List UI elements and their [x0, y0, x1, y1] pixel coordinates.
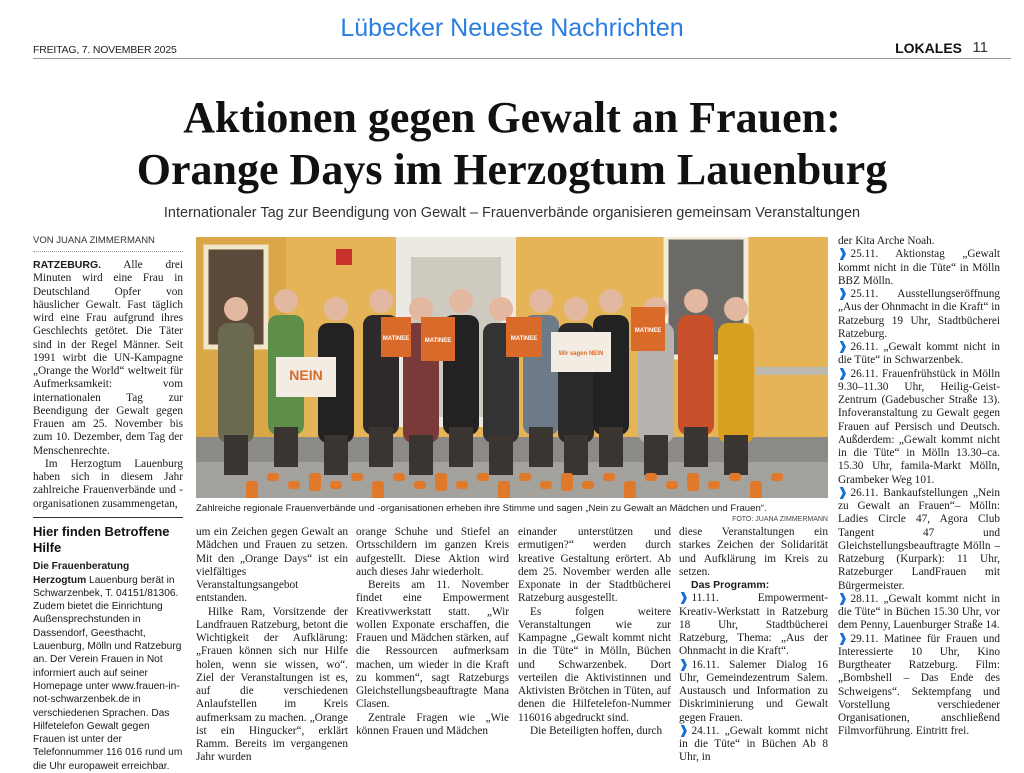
chevron-right-icon: ❱	[838, 592, 848, 605]
program-item-text: 16.11. Salemer Dialog 16 Uhr, Gemeindezentrum Salem. Austausch und Information zu Diskriminierung und Gewalt gegen Frauen.	[679, 658, 828, 724]
main-article-area	[196, 237, 828, 765]
program-item	[838, 341, 1000, 368]
paragraph: diese Veranstaltungen ein starkes Zeichen der Solidarität und Aufklärung im Kreis zu setzen.	[679, 526, 828, 578]
paragraph: Zentrale Fragen wie „Wie können Frauen und Mädchen	[356, 711, 509, 737]
person-head	[274, 289, 298, 313]
orange-shoe	[750, 481, 762, 498]
sign-text: MATINEE	[382, 336, 410, 342]
chevron-right-icon: ❱	[679, 592, 689, 605]
orange-shoe	[351, 473, 363, 481]
person-legs	[529, 427, 553, 467]
chevron-right-icon: ❱	[838, 248, 848, 261]
paragraph: Es folgen weitere Veranstaltungen wie zur Kampagne „Gewalt kommt nicht in die Tüte“ in Mölln, Büchen und Schwarzenbek. Dort verteilen die Aktivistinnen und Aktivisten Brötchen in Tüten, auf denen die Hilfetelefon-Nummer 116016 abgedruckt sind.	[518, 605, 671, 724]
byline: VON JUANA ZIMMERMANN	[33, 235, 183, 252]
program-item-text: 24.11. „Gewalt kommt nicht in die Tüte“ in Büchen Ab 8 Uhr, in	[679, 724, 828, 764]
orange-shoe	[330, 481, 342, 489]
subtitle: Internationaler Tag zur Beendigung von Gewalt – Frauenverbände organisieren gemeinsam Veranstaltungen	[163, 205, 861, 221]
person-head	[324, 297, 348, 321]
program-item	[838, 288, 1000, 341]
person-legs	[489, 435, 513, 475]
orange-shoe	[414, 481, 426, 489]
paragraph: Die Beteiligten hoffen, durch	[530, 724, 663, 737]
person-legs	[599, 427, 623, 467]
program-item	[838, 248, 1000, 288]
sign-text: MATINEE	[424, 338, 452, 344]
person-legs	[224, 435, 248, 475]
person-legs	[644, 435, 668, 475]
page-number: 11	[972, 39, 988, 56]
program-item	[838, 368, 1000, 487]
person-legs	[564, 435, 588, 475]
orange-shoe	[561, 473, 573, 491]
person-head	[224, 297, 248, 321]
program-item	[838, 487, 1000, 593]
headline-line-1: Aktionen gegen Gewalt an Frauen:	[183, 93, 841, 142]
person-head	[599, 289, 623, 313]
orange-shoe	[708, 481, 720, 489]
orange-shoe	[666, 481, 678, 489]
orange-shoe	[372, 481, 384, 498]
paragraph: orange Schuhe und Stiefel an Ortsschildern im ganzen Kreis aufgestellt. Diese Aktion wird auch dieses Jahr wiederholt.	[356, 526, 509, 578]
group-photo	[196, 237, 828, 498]
issue-date: FREITAG, 7. NOVEMBER 2025	[33, 44, 177, 56]
person	[678, 315, 714, 435]
orange-shoe	[645, 473, 657, 481]
program-heading: Das Programm:	[691, 579, 770, 591]
headline	[0, 92, 1024, 196]
person-legs	[409, 435, 433, 475]
orange-shoe	[435, 473, 447, 491]
chevron-right-icon: ❱	[679, 658, 689, 671]
person-legs	[724, 435, 748, 475]
chevron-right-icon: ❱	[838, 341, 848, 353]
person-legs	[449, 427, 473, 467]
chevron-right-icon: ❱	[838, 632, 848, 645]
chevron-right-icon: ❱	[838, 486, 848, 499]
orange-shoe	[288, 481, 300, 489]
person-head	[529, 289, 553, 313]
orange-shoe	[603, 473, 615, 481]
article-column-2	[356, 526, 509, 765]
person-legs	[684, 427, 708, 467]
program-item-text: 26.11. Bankaufstellungen „Nein zu Gewalt an Frauen“– Mölln: Ladies Circle 47, Agora Club Tangent 47 und Gleichstellungsbeauftragte Mölln – Ratzeburg (Kurpark): 11 Uhr, Ratzeburger LandFrauen mit Bürgermeister.	[838, 486, 1000, 592]
program-item-text: 26.11. „Gewalt kommt nicht in die Tüte“ in Schwarzenbek.	[838, 341, 1000, 367]
orange-shoe	[477, 473, 489, 481]
program-item-text: 26.11. Frauenfrühstück in Mölln 9.30–11.30 Uhr, Heilig-Geist-Zentrum (Gadebuscher Straße 13). Infoveranstaltung zu Gewalt gegen Frauen auf Persisch und Deutsch. Außderdem: „Gewalt kommt nicht in die Tüte“ in Mölln 13.30–ca. 15.30 Uhr, famila-Markt Mölln, Grambeker Weg 101.	[838, 367, 1000, 486]
sign-text: MATINEE	[634, 328, 662, 334]
orange-shoe	[540, 481, 552, 489]
orange-shoe	[624, 481, 636, 498]
article-column-4	[679, 526, 828, 765]
infobox-body: Lauenburg berät in Schwarzenbek, T. 04151/81306. Zudem bietet die Einrichtung Außensprechstunden in Dassendorf, Geesthacht, Lauenburg, Mölln und Ratzeburg an. Der Verein Frauen in Not informiert auch auf seiner Homepage unter www.frauen-in-not-schwarzenbek.de in verschiedenen Sprachen. Das Hilfetelefon Gewalt gegen Frauen ist unter der Telefonnummer 116 016 rund um die Uhr europaweit erreichbar.	[33, 574, 183, 772]
program-item	[838, 593, 1000, 633]
program-item-text: 25.11. Aktionstag „Gewalt kommt nicht in die Tüte“ in Mölln BBZ Mölln.	[838, 248, 1000, 287]
orange-shoe	[246, 481, 258, 498]
divider	[33, 517, 183, 519]
program-item-text: 25.11. Ausstellungseröffnung „Aus der Ohnmacht in die Kraft“ in Ratzeburg 19 Uhr, Stadtbücherei Ratzeburg.	[838, 288, 1000, 340]
paragraph: einander unterstützen und ermutigen?“ werden durch kreative Gestaltung erörtert. Ab dem 25. November werden alle Exponate in der Stadtbücherei Ratzeburg ausgestellt.	[518, 526, 671, 605]
orange-shoe	[687, 473, 699, 491]
person-head	[684, 289, 708, 313]
person	[218, 323, 254, 443]
orange-shoe	[519, 473, 531, 481]
person-legs	[274, 427, 298, 467]
program-item-text: 29.11. Matinee für Frauen und Interessierte 10 Uhr, Kino Burgtheater Ratzeburg. Film: „Bombshell – Das Ende des Schweigens“. Sektempfang und Vorstellung verschiedener Organisationen, anschließend Filmvorführung. Eintritt frei.	[838, 632, 1000, 738]
infobox-text	[33, 560, 183, 773]
paragraph: Alle drei Minuten wird eine Frau in Deutschland Opfer von häuslicher Gewalt. Fast täglich wird eine Frau aufgrund ihres Geschlechts getötet. Die Täter sind in der Regel Männer. Seit 1991 wirbt die UN-Kampagne „Orange the World“ weltweit für Aufmerksamkeit: vom internationalen Tag zur Beendigung der Gewalt gegen Frauen am 25. November bis zum 10. Dezember, dem Tag der Menschenrechte.	[33, 259, 184, 457]
person-head	[369, 289, 393, 313]
program-continuation: der Kita Arche Noah.	[838, 235, 935, 247]
chevron-right-icon: ❱	[838, 288, 848, 300]
left-column	[33, 235, 183, 773]
program-item	[838, 633, 1000, 739]
article-column-3	[518, 526, 671, 765]
paragraph: um ein Zeichen gegen Gewalt an Mädchen und Frauen zu setzen. Mit den „Orange Days“ ist ein vielfältiges Veranstaltungsangebot entstanden.	[196, 526, 348, 605]
infobox-title: Hier finden Betroffene Hilfe	[33, 524, 170, 556]
sign-text: MATINEE	[510, 336, 538, 342]
orange-shoe	[456, 481, 468, 489]
orange-shoe	[393, 473, 405, 481]
photo-credit: FOTO: JUANA ZIMMERMANN	[732, 516, 828, 523]
orange-shoe	[498, 481, 510, 498]
masthead: Lübecker Neueste Nachrichten	[340, 14, 684, 42]
program-item-text: 11.11. Empowerment-Kreativ-Werkstatt in Ratzeburg 18 Uhr, Stadtbücherei Ratzeburg, Thema: „Aus der Ohnmacht in die Kraft“.	[679, 592, 828, 658]
paragraph: Bereits am 11. November findet eine Empowerment Kreativwerkstatt statt. „Wir wollen Exponate erschaffen, die Frauen und Mädchen stärken, auf die Ressourcen aufmerksam machen, um wieder in die Kraft zu kommen“, sagt Ratzeburgs Gleichstellungsbeauftragte Mana Clasen.	[356, 579, 509, 711]
article-column-1	[196, 526, 348, 765]
person-legs	[324, 435, 348, 475]
chevron-right-icon: ❱	[679, 724, 689, 737]
orange-shoe	[729, 473, 741, 481]
program-item	[679, 592, 828, 658]
paragraph: Hilke Ram, Vorsitzende der Landfrauen Ratzeburg, betont die Wichtigkeit der Aufklärung: „Frauen können sich nur Hilfe holen, wenn sie wissen, wo“. Ziel der Veranstaltungen ist es, auf die verschiedenen Anlaufstellen im Kreis aufmerksam zu machen. „Orange ist ein Hingucker“, erklärt Ramm. Bereits im vergangenen Jahr wurden	[196, 605, 348, 764]
headline-line-2: Orange Days im Herzogtum Lauenburg	[136, 145, 888, 194]
program-item	[679, 659, 828, 725]
dateline: RATZEBURG.	[33, 259, 102, 271]
section-label: LOKALES	[895, 40, 962, 56]
article-column-left	[33, 259, 183, 511]
person-head	[449, 289, 473, 313]
orange-shoe	[582, 481, 594, 489]
person-legs	[369, 427, 393, 467]
orange-shoe	[771, 473, 783, 481]
person-head	[724, 297, 748, 321]
paragraph: Im Herzogtum Lauenburg haben sich in diesem Jahr zahlreiche Frauenverbände und -organisationen zusammengetan,	[33, 457, 183, 510]
program-column-right	[838, 235, 1000, 739]
orange-shoe	[267, 473, 279, 481]
header-rule	[33, 58, 1011, 59]
sign-text: Wir sagen NEIN	[558, 351, 604, 357]
orange-shoe	[309, 473, 321, 491]
chevron-right-icon: ❱	[838, 367, 848, 380]
person	[718, 323, 754, 443]
person-head	[564, 297, 588, 321]
article-columns	[196, 526, 828, 765]
sign-text: NEIN	[289, 367, 323, 383]
infobox-lead: Die Frauenberatung Herzogtum	[33, 561, 130, 586]
photo-caption: Zahlreiche regionale Frauenverbände und -organisationen erheben ihre Stimme und sagen „Nein zu Gewalt an Mädchen und Frauen“.	[196, 503, 767, 514]
program-item-text: 28.11. „Gewalt kommt nicht in die Tüte“ in Büchen 15.30 Uhr, vor dem Penny, Lauenburger Straße 14.	[838, 592, 1000, 632]
